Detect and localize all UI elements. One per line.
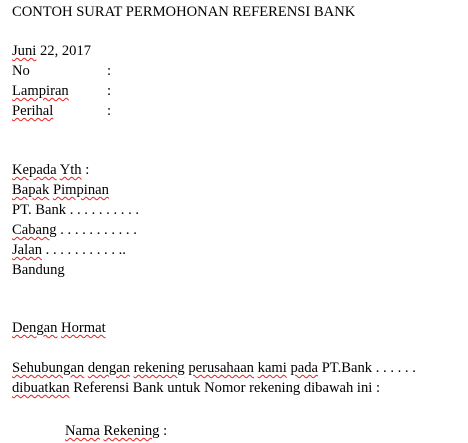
greeting: Dengan Hormat [12,320,106,336]
recipient-kepada: Kepada Yth : [12,162,90,178]
field-no-colon: : [107,63,112,79]
recipient-jalan: Jalan . . . . . . . . . . .. [12,242,126,258]
recipient-bank: PT. Bank . . . . . . . . . . [12,202,140,218]
recipient-bapak: Bapak Pimpinan [12,182,109,198]
body-line-2: dibuatkan Referensi Bank untuk Nomor rekening dibawah ini : [12,380,381,396]
account-name-field: Nama Rekening : [65,423,168,439]
field-no: No [12,63,30,79]
date-month: Juni [12,43,37,59]
field-lampiran-colon: : [107,83,112,99]
recipient-city: Bandung [12,262,65,278]
field-perihal-colon: : [107,103,112,119]
letter-title: CONTOH SURAT PERMOHONAN REFERENSI BANK [12,4,356,20]
field-perihal: Perihal [12,103,54,119]
letter-date: Juni 22, 2017 [12,43,92,59]
body-line-1: Sehubungan dengan rekening perusahaan kami pada PT.Bank . . . . . . [12,360,416,376]
recipient-cabang: Cabang . . . . . . . . . . . [12,222,137,238]
field-lampiran: Lampiran [12,83,69,99]
